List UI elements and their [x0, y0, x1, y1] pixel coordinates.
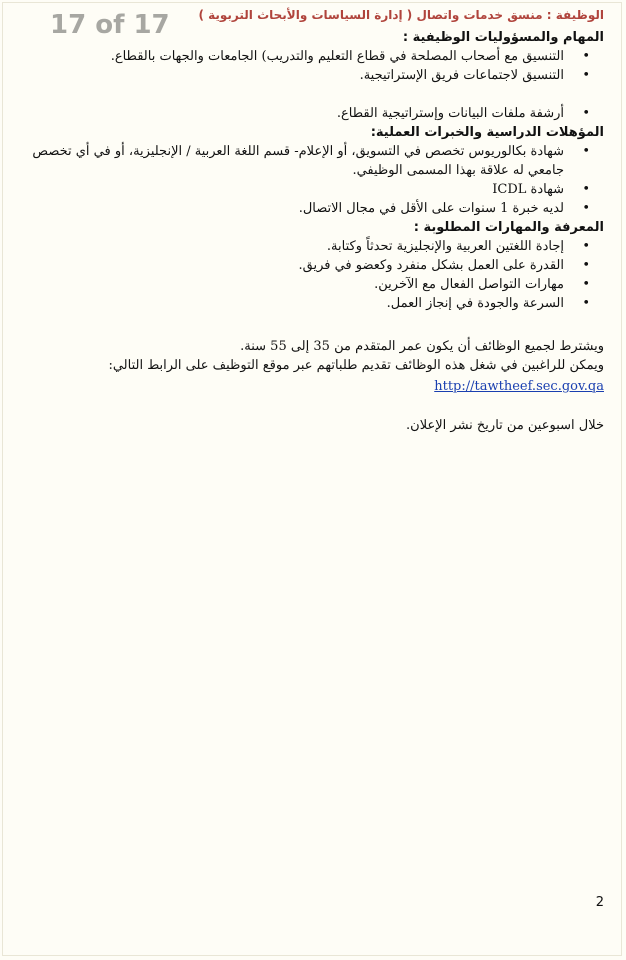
apply-link[interactable]: http://tawtheef.sec.gov.qa — [434, 379, 604, 394]
list-item: • إجادة اللغتين العربية والإنجليزية تحدثاً وكتابة. — [20, 237, 564, 256]
age-requirement-text: ويشترط لجميع الوظائف أن يكون عمر المتقدم من 35 إلى 55 سنة. — [240, 339, 604, 354]
spacer — [20, 313, 604, 337]
skills-list — [20, 237, 604, 313]
document-body — [20, 28, 604, 435]
list-item: • القدرة على العمل بشكل منفرد وكعضو في فريق. — [20, 256, 564, 275]
job-title: الوظيفة : منسق خدمات واتصال ( إدارة السياسات والأبحاث التربوية ) — [198, 8, 604, 22]
qualifications-heading: المؤهلات الدراسية والخبرات العملية: — [370, 125, 604, 140]
deadline-text: خلال اسبوعين من تاريخ نشر الإعلان. — [406, 418, 604, 433]
list-item: • السرعة والجودة في إنجاز العمل. — [20, 294, 564, 313]
list-item: • التنسيق مع أصحاب المصلحة في قطاع التعليم والتدريب) الجامعات والجهات بالقطاع. — [20, 47, 564, 66]
spacer — [20, 396, 604, 416]
duties-list — [20, 47, 604, 123]
duties-heading: المهام والمسؤوليات الوظيفية : — [402, 30, 604, 45]
page-number: 2 — [595, 895, 604, 910]
qualifications-list — [20, 142, 604, 218]
list-item: • التنسيق لاجتماعات فريق الإستراتيجية. — [20, 66, 564, 85]
apply-instruction-text: ويمكن للراغبين في شغل هذه الوظائف تقديم طلباتهم عبر موقع التوظيف على الرابط التالي: — [108, 358, 604, 373]
list-item: • شهادة بكالوريوس تخصص في التسويق، أو الإعلام- قسم اللغة العربية / الإنجليزية، أو في أي تخصص جامعي له علاقة بهذا المسمى الوظيفي. — [20, 142, 564, 180]
list-item: • أرشفة ملفات البيانات وإستراتيجية القطاع. — [20, 104, 564, 123]
page-counter: 17 of 17 — [50, 10, 170, 40]
list-item: • مهارات التواصل الفعال مع الآخرين. — [20, 275, 564, 294]
list-item: • لديه خبرة 1 سنوات على الأقل في مجال الاتصال. — [20, 199, 564, 218]
skills-heading: المعرفة والمهارات المطلوبة : — [413, 220, 604, 235]
list-item: • شهادة ICDL — [20, 180, 564, 199]
